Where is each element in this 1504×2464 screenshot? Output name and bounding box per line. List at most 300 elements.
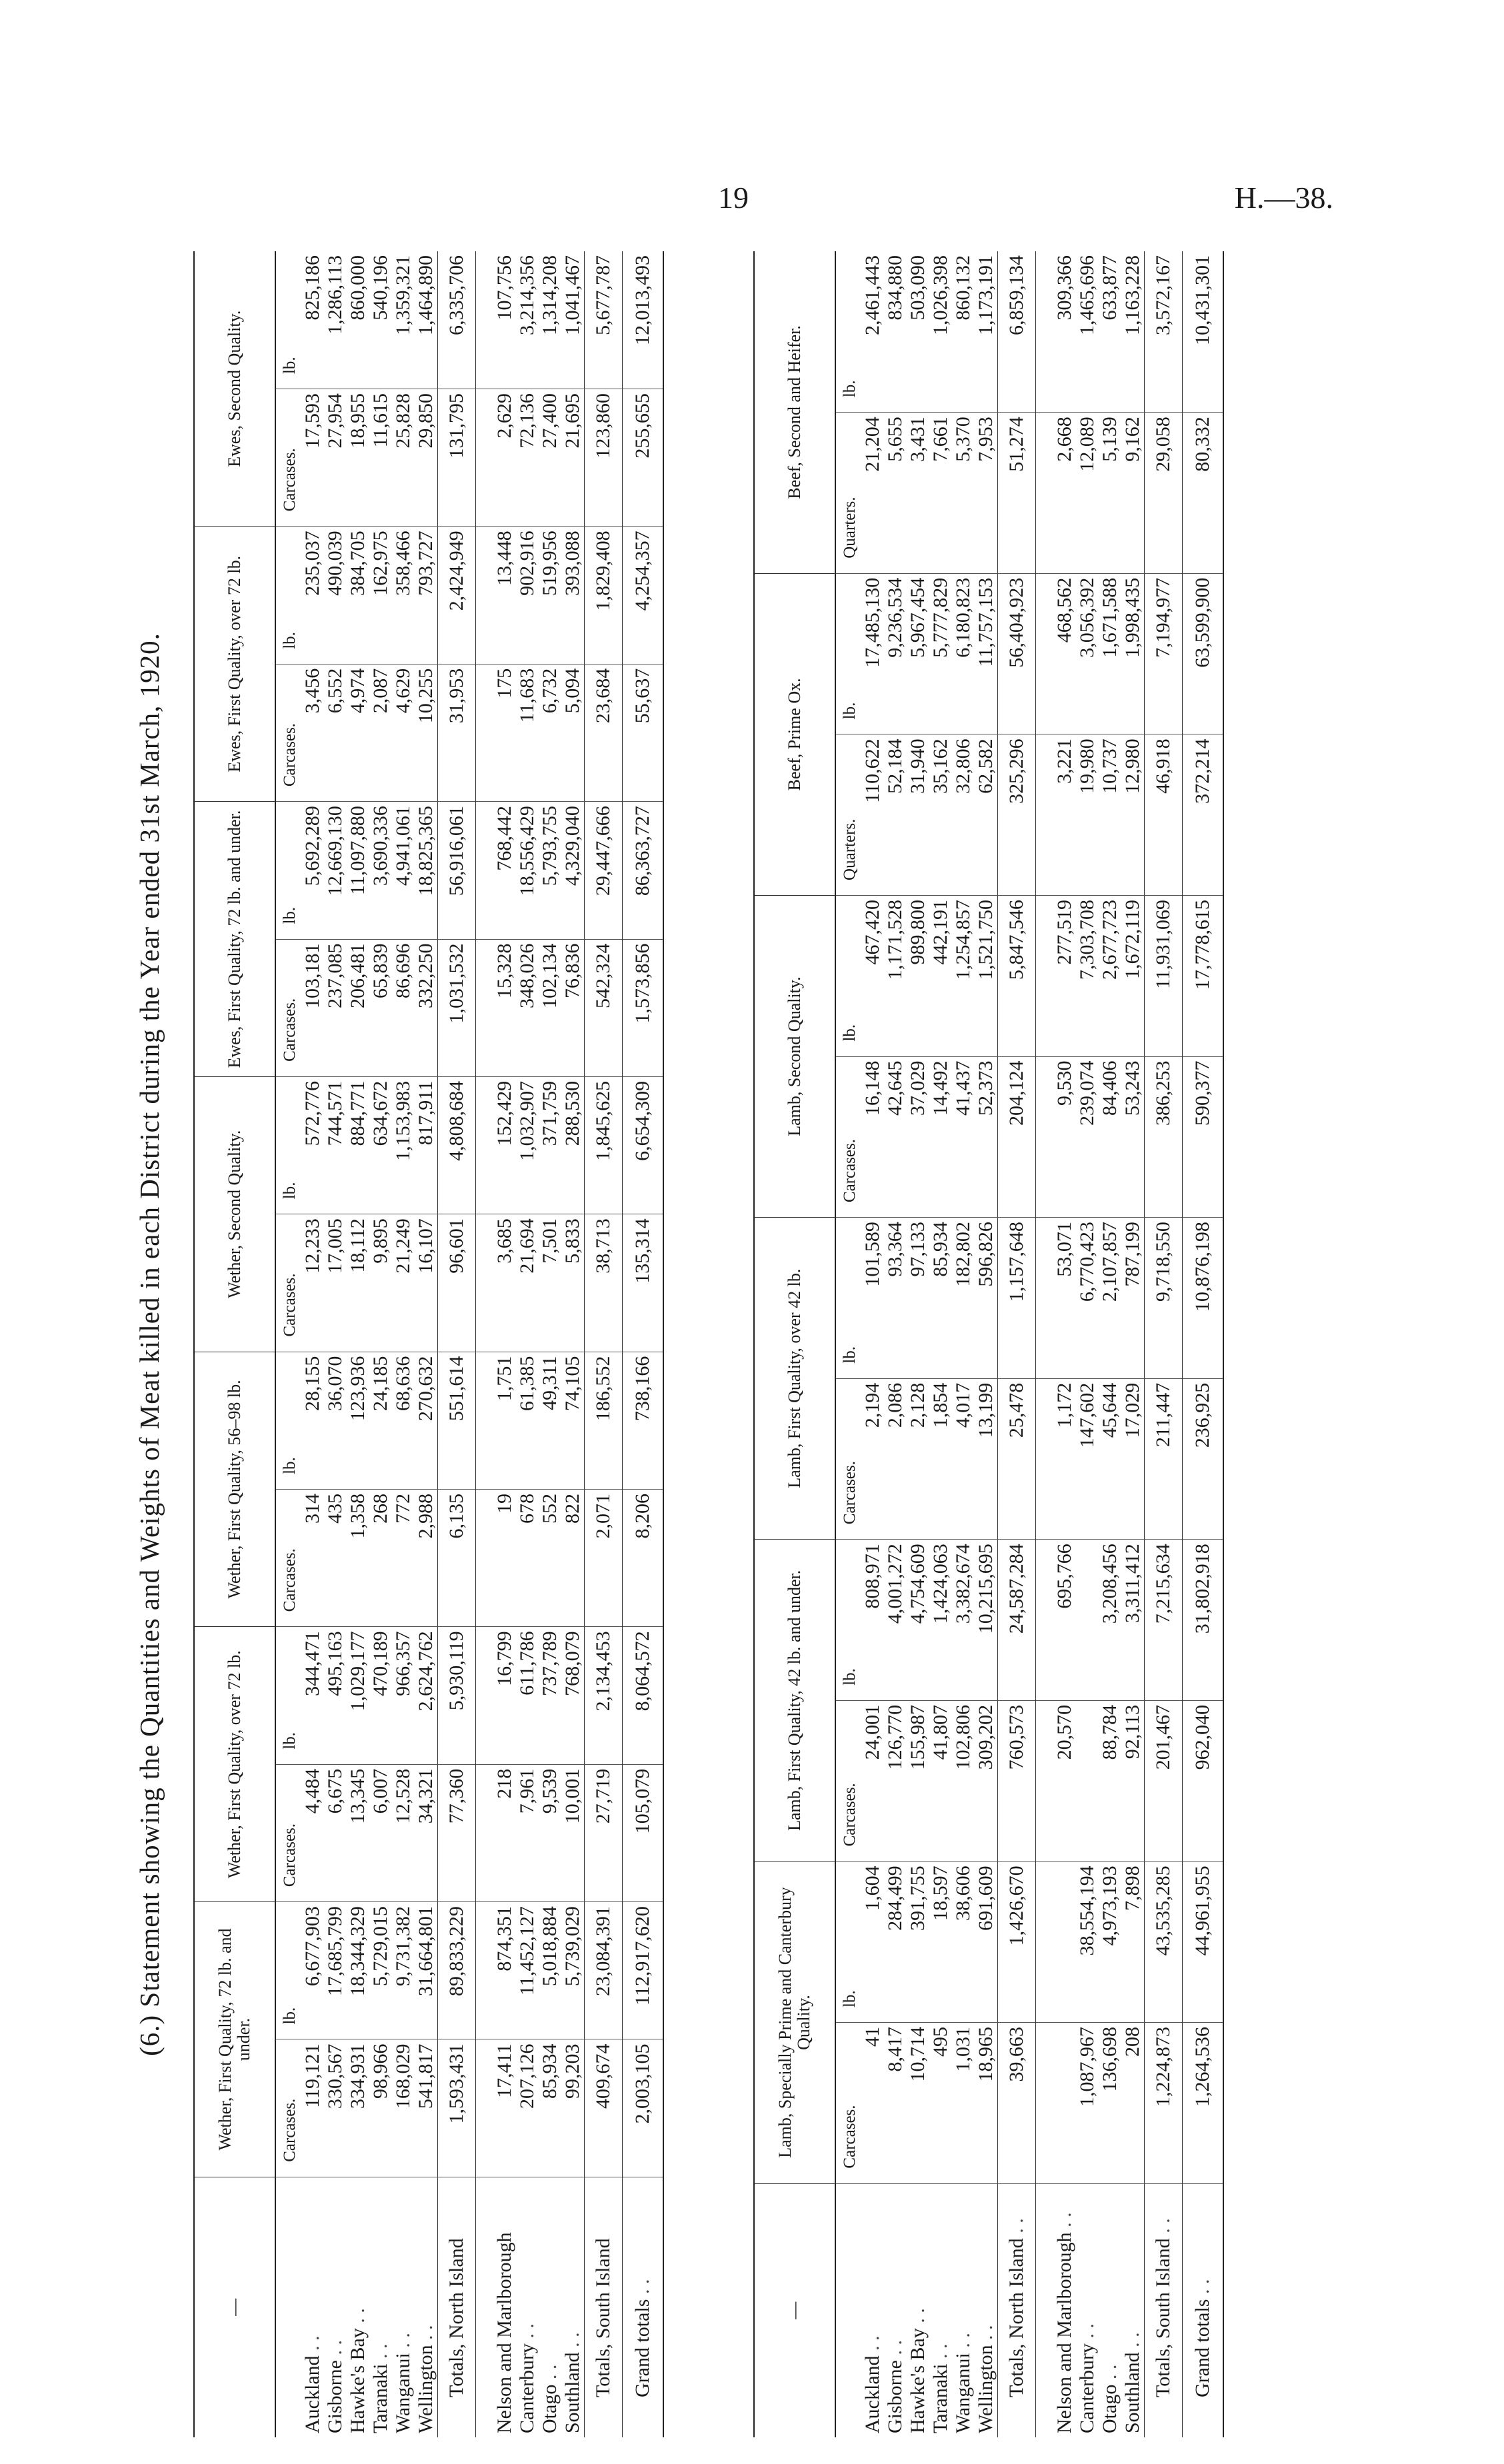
value-cell: 1,173,191 bbox=[975, 251, 998, 413]
value-cell: 884,771 bbox=[347, 1076, 369, 1214]
district-label: Hawke's Bay bbox=[907, 2328, 929, 2433]
value-cell: 112,917,620 bbox=[623, 1902, 664, 2039]
unit-label: lb. bbox=[275, 251, 301, 389]
value-cell: 255,655 bbox=[623, 389, 664, 527]
value-cell: 85,934 bbox=[929, 1218, 952, 1379]
value-cell: 5,094 bbox=[561, 664, 585, 801]
value-cell bbox=[1076, 1540, 1099, 1701]
district-cell bbox=[1076, 2183, 1099, 2437]
value-cell: 37,029 bbox=[907, 1056, 929, 1218]
leader-dots: . . bbox=[861, 2335, 883, 2351]
value-cell: 99,203 bbox=[561, 2039, 585, 2177]
district-label: Otago bbox=[539, 2384, 561, 2433]
value-cell: 1,172 bbox=[1053, 1378, 1076, 1540]
spacer-cell bbox=[476, 939, 494, 1076]
value-cell: 738,166 bbox=[623, 1352, 664, 1489]
table-row bbox=[415, 251, 438, 2437]
spacer-cell bbox=[1036, 2183, 1054, 2437]
table-row bbox=[884, 251, 907, 2437]
column-header: Lamb, Specially Prime and Canterbury Quality. bbox=[754, 1861, 835, 2183]
value-cell: 11,097,880 bbox=[347, 802, 369, 939]
value-cell: 31,664,801 bbox=[415, 1902, 438, 2039]
leader-dots: . . bbox=[1191, 2279, 1213, 2295]
value-cell: 309,202 bbox=[975, 1700, 998, 1861]
district-cell bbox=[585, 2177, 623, 2437]
value-cell: 43,535,285 bbox=[1145, 1861, 1183, 2023]
value-cell: 2,134,453 bbox=[585, 1627, 623, 1764]
value-cell: 10,431,301 bbox=[1183, 251, 1224, 413]
spacer-cell bbox=[476, 1214, 494, 1352]
mutton-header-row bbox=[194, 251, 275, 2437]
leader-dots: . . bbox=[1053, 2212, 1075, 2227]
value-cell: 2,677,723 bbox=[1099, 895, 1121, 1056]
value-cell: 902,916 bbox=[516, 527, 539, 664]
value-cell: 9,162 bbox=[1121, 413, 1145, 574]
district-label: Totals, North Island bbox=[1005, 2238, 1027, 2397]
value-cell bbox=[1076, 1700, 1099, 1861]
value-cell: 98,966 bbox=[369, 2039, 392, 2177]
value-cell: 5,655 bbox=[884, 413, 907, 574]
district-cell bbox=[415, 2177, 438, 2437]
value-cell: 17,685,799 bbox=[324, 1902, 347, 2039]
value-cell: 77,360 bbox=[438, 1764, 476, 1901]
table-row bbox=[929, 251, 952, 2437]
value-cell: 3,431 bbox=[907, 413, 929, 574]
value-cell: 874,351 bbox=[493, 1902, 516, 2039]
unit-label: Carcases. bbox=[275, 1214, 301, 1352]
district-label: Gisborne bbox=[324, 2360, 346, 2433]
value-cell: 29,447,666 bbox=[585, 802, 623, 939]
table-row bbox=[392, 251, 415, 2437]
value-cell: 4,484 bbox=[301, 1764, 324, 1901]
column-header: Wether, Second Quality. bbox=[194, 1076, 275, 1352]
district-cell bbox=[561, 2177, 585, 2437]
leader-dots: . . bbox=[561, 2332, 583, 2347]
value-cell: 393,088 bbox=[561, 527, 585, 664]
value-cell: 7,215,634 bbox=[1145, 1540, 1183, 1701]
column-header: Ewes, First Quality, 72 lb. and under. bbox=[194, 802, 275, 1077]
value-cell: 4,017 bbox=[952, 1378, 975, 1540]
value-cell: 270,632 bbox=[415, 1352, 438, 1489]
spacer-cell bbox=[476, 251, 494, 389]
value-cell bbox=[1053, 2023, 1076, 2184]
district-label: Grand totals bbox=[631, 2299, 653, 2397]
rotated-page-content bbox=[0, 218, 1504, 2464]
unit-label: lb. bbox=[835, 251, 861, 413]
value-cell: 42,645 bbox=[884, 1056, 907, 1218]
value-cell: 1,426,670 bbox=[998, 1861, 1036, 2023]
value-cell: 4,973,193 bbox=[1099, 1861, 1121, 2023]
leader-dots: . . bbox=[369, 2343, 391, 2359]
value-cell: 10,714 bbox=[907, 2023, 929, 2184]
units-row bbox=[275, 251, 301, 2437]
spacer-cell bbox=[1036, 1861, 1054, 2023]
column-header: Wether, First Quality, 72 lb. and under. bbox=[194, 1902, 275, 2177]
value-cell: 344,471 bbox=[301, 1627, 324, 1764]
unit-label: lb. bbox=[835, 895, 861, 1056]
spacer-cell bbox=[1036, 895, 1054, 1056]
value-cell: 7,303,708 bbox=[1076, 895, 1099, 1056]
value-cell: 1,041,467 bbox=[561, 251, 585, 389]
value-cell: 334,931 bbox=[347, 2039, 369, 2177]
unit-label: Carcases. bbox=[275, 939, 301, 1076]
value-cell: 325,296 bbox=[998, 734, 1036, 896]
value-cell: 10,255 bbox=[415, 664, 438, 801]
table-row bbox=[347, 251, 369, 2437]
value-cell: 4,629 bbox=[392, 664, 415, 801]
district-label: Auckland bbox=[861, 2355, 883, 2433]
spacer-cell bbox=[476, 1076, 494, 1214]
value-cell: 7,194,977 bbox=[1145, 573, 1183, 734]
district-label: Totals, South Island bbox=[592, 2238, 614, 2397]
value-cell: 25,828 bbox=[392, 389, 415, 527]
unit-label: Carcases. bbox=[835, 2023, 861, 2184]
district-cell bbox=[929, 2183, 952, 2437]
value-cell: 11,615 bbox=[369, 389, 392, 527]
value-cell: 21,694 bbox=[516, 1214, 539, 1352]
north-island-total-row bbox=[998, 251, 1036, 2437]
value-cell: 309,366 bbox=[1053, 251, 1076, 413]
leader-dots: . . bbox=[929, 2343, 951, 2359]
value-cell: 1,829,408 bbox=[585, 527, 623, 664]
leader-dots: . . bbox=[415, 2325, 437, 2340]
value-cell: 1,157,648 bbox=[998, 1218, 1036, 1379]
value-cell: 5,677,787 bbox=[585, 251, 623, 389]
value-cell: 51,274 bbox=[998, 413, 1036, 574]
district-label: Canterbury bbox=[1076, 2343, 1098, 2433]
value-cell: 1,031,532 bbox=[438, 939, 476, 1076]
value-cell: 3,214,356 bbox=[516, 251, 539, 389]
district-cell bbox=[884, 2183, 907, 2437]
value-cell: 962,040 bbox=[1183, 1700, 1224, 1861]
value-cell: 31,940 bbox=[907, 734, 929, 896]
value-cell: 239,074 bbox=[1076, 1056, 1099, 1218]
value-cell: 3,572,167 bbox=[1145, 251, 1183, 413]
table-row bbox=[1099, 251, 1121, 2437]
spacer-cell bbox=[1036, 734, 1054, 896]
value-cell: 6,135 bbox=[438, 1489, 476, 1626]
column-header: Wether, First Quality, 56–98 lb. bbox=[194, 1352, 275, 1627]
unit-label: Carcases. bbox=[275, 664, 301, 801]
value-cell: 2,071 bbox=[585, 1489, 623, 1626]
value-cell: 1,171,528 bbox=[884, 895, 907, 1056]
value-cell: 235,037 bbox=[301, 527, 324, 664]
unit-label: lb. bbox=[275, 1076, 301, 1214]
value-cell: 4,001,272 bbox=[884, 1540, 907, 1701]
unit-label: Quarters. bbox=[835, 734, 861, 896]
value-cell: 74,105 bbox=[561, 1352, 585, 1489]
unit-label: lb. bbox=[835, 1861, 861, 2023]
value-cell: 13,345 bbox=[347, 1764, 369, 1901]
value-cell: 787,199 bbox=[1121, 1218, 1145, 1379]
value-cell: 10,001 bbox=[561, 1764, 585, 1901]
value-cell: 541,817 bbox=[415, 2039, 438, 2177]
table-row bbox=[561, 251, 585, 2437]
spacer-cell bbox=[1036, 1700, 1054, 1861]
value-cell: 52,373 bbox=[975, 1056, 998, 1218]
value-cell: 495,163 bbox=[324, 1627, 347, 1764]
spacer-cell bbox=[476, 1489, 494, 1626]
table-row bbox=[369, 251, 392, 2437]
value-cell: 11,683 bbox=[516, 664, 539, 801]
spacer-cell bbox=[476, 664, 494, 801]
spacer-row bbox=[476, 251, 494, 2437]
value-cell: 13,199 bbox=[975, 1378, 998, 1540]
value-cell: 695,766 bbox=[1053, 1540, 1076, 1701]
value-cell: 7,898 bbox=[1121, 1861, 1145, 2023]
value-cell: 17,411 bbox=[493, 2039, 516, 2177]
district-cell bbox=[438, 2177, 476, 2437]
value-cell: 5,370 bbox=[952, 413, 975, 574]
value-cell: 3,690,336 bbox=[369, 802, 392, 939]
value-cell: 817,911 bbox=[415, 1076, 438, 1214]
value-cell: 834,880 bbox=[884, 251, 907, 413]
value-cell: 46,918 bbox=[1145, 734, 1183, 896]
value-cell: 6,180,823 bbox=[952, 573, 975, 734]
value-cell: 1,998,435 bbox=[1121, 573, 1145, 734]
value-cell: 17,485,130 bbox=[861, 573, 884, 734]
value-cell: 110,622 bbox=[861, 734, 884, 896]
value-cell: 18,556,429 bbox=[516, 802, 539, 939]
value-cell: 9,895 bbox=[369, 1214, 392, 1352]
value-cell: 989,800 bbox=[907, 895, 929, 1056]
value-cell: 825,186 bbox=[301, 251, 324, 389]
value-cell: 55,637 bbox=[623, 664, 664, 801]
value-cell: 72,136 bbox=[516, 389, 539, 527]
value-cell: 1,751 bbox=[493, 1352, 516, 1489]
value-cell: 5,930,119 bbox=[438, 1627, 476, 1764]
value-cell: 4,808,684 bbox=[438, 1076, 476, 1214]
value-cell: 1,573,856 bbox=[623, 939, 664, 1076]
value-cell: 18,344,329 bbox=[347, 1902, 369, 2039]
value-cell: 17,005 bbox=[324, 1214, 347, 1352]
column-header: Beef, Prime Ox. bbox=[754, 573, 835, 895]
value-cell: 2,194 bbox=[861, 1378, 884, 1540]
value-cell: 84,406 bbox=[1099, 1056, 1121, 1218]
unit-label: lb. bbox=[275, 1902, 301, 2039]
value-cell: 3,208,456 bbox=[1099, 1540, 1121, 1701]
value-cell: 147,602 bbox=[1076, 1378, 1099, 1540]
district-cell bbox=[952, 2183, 975, 2437]
value-cell: 2,668 bbox=[1053, 413, 1076, 574]
value-cell: 467,420 bbox=[861, 895, 884, 1056]
unit-label: Carcases. bbox=[275, 1764, 301, 1901]
value-cell: 11,757,153 bbox=[975, 573, 998, 734]
value-cell: 5,729,015 bbox=[369, 1902, 392, 2039]
value-cell: 17,029 bbox=[1121, 1378, 1145, 1540]
value-cell: 1,032,907 bbox=[516, 1076, 539, 1214]
table-row bbox=[952, 251, 975, 2437]
value-cell: 65,839 bbox=[369, 939, 392, 1076]
unit-label: Carcases. bbox=[275, 1489, 301, 1626]
value-cell: 49,311 bbox=[539, 1352, 561, 1489]
spacer-cell bbox=[476, 1352, 494, 1489]
value-cell: 32,806 bbox=[952, 734, 975, 896]
value-cell: 19,980 bbox=[1076, 734, 1099, 896]
unit-label: lb. bbox=[275, 802, 301, 939]
spacer-cell bbox=[1036, 2023, 1054, 2184]
value-cell: 4,974 bbox=[347, 664, 369, 801]
value-cell: 27,400 bbox=[539, 389, 561, 527]
value-cell: 5,777,829 bbox=[929, 573, 952, 734]
leader-dots: . . bbox=[952, 2333, 974, 2348]
value-cell: 89,833,229 bbox=[438, 1902, 476, 2039]
value-cell: 17,593 bbox=[301, 389, 324, 527]
value-cell: 97,133 bbox=[907, 1218, 929, 1379]
value-cell: 2,624,762 bbox=[415, 1627, 438, 1764]
value-cell: 3,311,412 bbox=[1121, 1540, 1145, 1701]
value-cell: 10,876,198 bbox=[1183, 1218, 1224, 1379]
district-label: Totals, North Island bbox=[445, 2238, 467, 2397]
value-cell: 1,026,398 bbox=[929, 251, 952, 413]
value-cell: 468,562 bbox=[1053, 573, 1076, 734]
value-cell: 31,953 bbox=[438, 664, 476, 801]
unit-label: lb. bbox=[275, 1627, 301, 1764]
value-cell: 21,204 bbox=[861, 413, 884, 574]
table-row bbox=[907, 251, 929, 2437]
leader-dots: . . bbox=[392, 2333, 414, 2348]
spacer-cell bbox=[1036, 1540, 1054, 1701]
value-cell: 23,684 bbox=[585, 664, 623, 801]
value-cell: 540,196 bbox=[369, 251, 392, 389]
value-cell: 101,589 bbox=[861, 1218, 884, 1379]
leader-dots: . . bbox=[324, 2340, 346, 2355]
north-island-total-row bbox=[438, 251, 476, 2437]
value-cell: 1,671,588 bbox=[1099, 573, 1121, 734]
district-label: Otago bbox=[1099, 2384, 1121, 2433]
district-label: Gisborne bbox=[884, 2360, 906, 2433]
value-cell: 822 bbox=[561, 1489, 585, 1626]
value-cell: 3,382,674 bbox=[952, 1540, 975, 1701]
value-cell: 551,614 bbox=[438, 1352, 476, 1489]
district-header: — bbox=[194, 2177, 275, 2437]
value-cell: 9,731,382 bbox=[392, 1902, 415, 2039]
district-cell bbox=[369, 2177, 392, 2437]
value-cell: 634,672 bbox=[369, 1076, 392, 1214]
value-cell: 6,770,423 bbox=[1076, 1218, 1099, 1379]
value-cell: 28,155 bbox=[301, 1352, 324, 1489]
value-cell: 38,713 bbox=[585, 1214, 623, 1352]
value-cell: 1,314,208 bbox=[539, 251, 561, 389]
units-row bbox=[835, 251, 861, 2437]
value-cell: 760,573 bbox=[998, 1700, 1036, 1861]
value-cell: 12,528 bbox=[392, 1764, 415, 1901]
value-cell: 519,956 bbox=[539, 527, 561, 664]
column-header: Lamb, First Quality, over 42 lb. bbox=[754, 1218, 835, 1540]
value-cell: 80,332 bbox=[1183, 413, 1224, 574]
unit-label: Quarters. bbox=[835, 413, 861, 574]
value-cell: 10,737 bbox=[1099, 734, 1121, 896]
value-cell: 38,554,194 bbox=[1076, 1861, 1099, 2023]
grand-total-row bbox=[1183, 251, 1224, 2437]
value-cell: 678 bbox=[516, 1489, 539, 1626]
value-cell: 5,967,454 bbox=[907, 573, 929, 734]
value-cell: 62,582 bbox=[975, 734, 998, 896]
value-cell: 186,552 bbox=[585, 1352, 623, 1489]
district-label: Wanganui bbox=[392, 2353, 414, 2433]
table-row bbox=[539, 251, 561, 2437]
value-cell: 1,264,536 bbox=[1183, 2023, 1224, 2184]
spacer-cell bbox=[476, 2039, 494, 2177]
value-cell: 793,727 bbox=[415, 527, 438, 664]
value-cell: 2,128 bbox=[907, 1378, 929, 1540]
value-cell: 572,776 bbox=[301, 1076, 324, 1214]
value-cell: 6,677,903 bbox=[301, 1902, 324, 2039]
value-cell: 27,954 bbox=[324, 389, 347, 527]
value-cell: 348,026 bbox=[516, 939, 539, 1076]
table-row bbox=[1076, 251, 1099, 2437]
value-cell: 207,126 bbox=[516, 2039, 539, 2177]
value-cell: 131,795 bbox=[438, 389, 476, 527]
value-cell: 1,521,750 bbox=[975, 895, 998, 1056]
district-cell bbox=[1053, 2183, 1076, 2437]
value-cell: 13,448 bbox=[493, 527, 516, 664]
district-cell bbox=[623, 2177, 664, 2437]
leader-dots: . . bbox=[539, 2364, 561, 2380]
value-cell: 44,961,955 bbox=[1183, 1861, 1224, 2023]
district-cell bbox=[324, 2177, 347, 2437]
value-cell: 17,778,615 bbox=[1183, 895, 1224, 1056]
value-cell: 330,567 bbox=[324, 2039, 347, 2177]
district-label: Wanganui bbox=[952, 2353, 974, 2433]
unit-label: Carcases. bbox=[835, 1378, 861, 1540]
value-cell: 6,859,134 bbox=[998, 251, 1036, 413]
value-cell: 3,456 bbox=[301, 664, 324, 801]
value-cell: 5,018,884 bbox=[539, 1902, 561, 2039]
south-island-total-row bbox=[1145, 251, 1183, 2437]
value-cell: 53,071 bbox=[1053, 1218, 1076, 1379]
value-cell: 7,661 bbox=[929, 413, 952, 574]
value-cell: 2,461,443 bbox=[861, 251, 884, 413]
table-row bbox=[324, 251, 347, 2437]
district-label: Grand totals bbox=[1191, 2299, 1213, 2397]
table-row bbox=[861, 251, 884, 2437]
leader-dots: . . bbox=[975, 2325, 997, 2340]
value-cell: 92,113 bbox=[1121, 1700, 1145, 1861]
district-cell bbox=[975, 2183, 998, 2437]
value-cell: 63,599,900 bbox=[1183, 573, 1224, 734]
value-cell: 20,570 bbox=[1053, 1700, 1076, 1861]
value-cell: 175 bbox=[493, 664, 516, 801]
unit-label: lb. bbox=[835, 573, 861, 734]
value-cell: 442,191 bbox=[929, 895, 952, 1056]
value-cell: 201,467 bbox=[1145, 1700, 1183, 1861]
value-cell: 3,685 bbox=[493, 1214, 516, 1352]
value-cell: 11,931,069 bbox=[1145, 895, 1183, 1056]
leader-dots: . . bbox=[884, 2340, 906, 2355]
table-row bbox=[975, 251, 998, 2437]
district-cell bbox=[1183, 2183, 1224, 2437]
value-cell: 2,107,857 bbox=[1099, 1218, 1121, 1379]
value-cell: 4,754,609 bbox=[907, 1540, 929, 1701]
table-row bbox=[493, 251, 516, 2437]
unit-label: lb. bbox=[275, 527, 301, 664]
district-label: Totals, South Island bbox=[1152, 2238, 1174, 2397]
value-cell: 126,770 bbox=[884, 1700, 907, 1861]
value-cell: 4,329,040 bbox=[561, 802, 585, 939]
value-cell: 102,806 bbox=[952, 1700, 975, 1861]
value-cell: 25,478 bbox=[998, 1378, 1036, 1540]
value-cell: 24,587,284 bbox=[998, 1540, 1036, 1701]
value-cell: 277,519 bbox=[1053, 895, 1076, 1056]
value-cell: 470,189 bbox=[369, 1627, 392, 1764]
value-cell: 12,669,130 bbox=[324, 802, 347, 939]
value-cell: 36,070 bbox=[324, 1352, 347, 1489]
value-cell: 3,056,392 bbox=[1076, 573, 1099, 734]
value-cell: 41 bbox=[861, 2023, 884, 2184]
value-cell: 1,672,119 bbox=[1121, 895, 1145, 1056]
lamb-beef-table bbox=[753, 251, 1224, 2437]
